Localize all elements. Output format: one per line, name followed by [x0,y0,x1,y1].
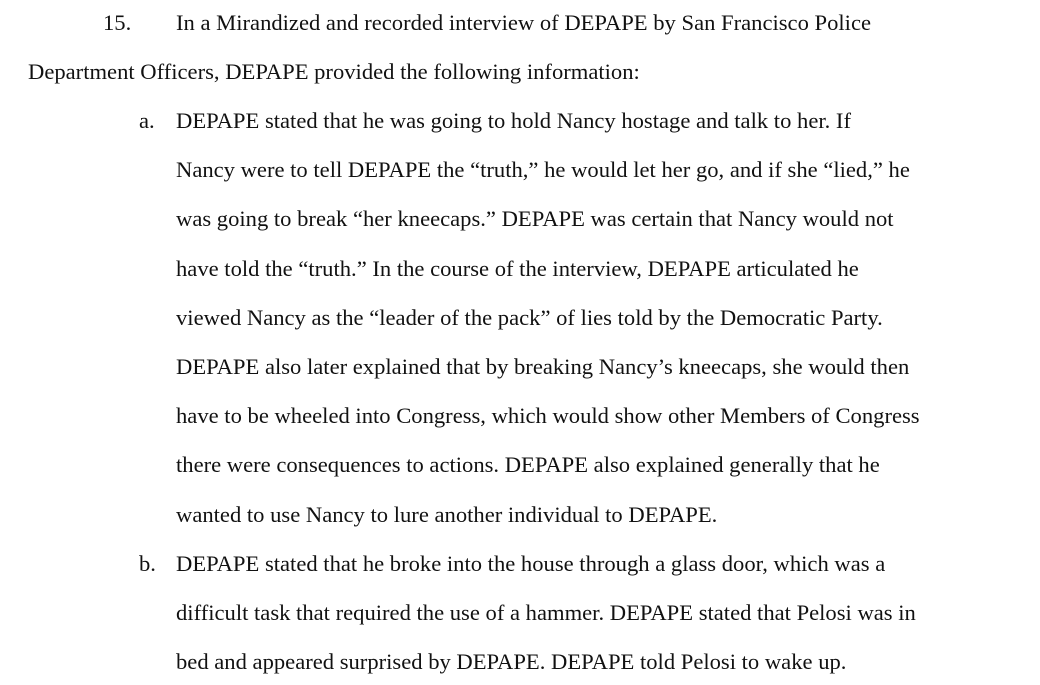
item-b-line: DEPAPE stated that he broke into the house through a glass door, which was a [176,551,886,576]
item-b-line: bed and appeared surprised by DEPAPE. DEPAPE told Pelosi to wake up. [176,649,847,674]
item-a-line: DEPAPE also later explained that by breaking Nancy’s kneecaps, she would then [176,354,910,379]
list-marker-a: a. [139,108,155,133]
list-marker-b: b. [139,551,156,576]
item-a-line: viewed Nancy as the “leader of the pack” of lies told by the Democratic Party. [176,305,883,330]
item-a-line: DEPAPE stated that he was going to hold Nancy hostage and talk to her. If [176,108,851,133]
item-a-line: Nancy were to tell DEPAPE the “truth,” he would let her go, and if she “lied,” he [176,157,910,182]
item-a-line: have to be wheeled into Congress, which would show other Members of Congress [176,403,920,428]
item-a-line: have told the “truth.” In the course of the interview, DEPAPE articulated he [176,256,859,281]
paragraph-line: Department Officers, DEPAPE provided the following information: [28,59,640,84]
paragraph-number: 15. [103,10,132,35]
item-a-line: there were consequences to actions. DEPAPE also explained generally that he [176,452,880,477]
item-a-line: was going to break “her kneecaps.” DEPAPE was certain that Nancy would not [176,206,894,231]
paragraph-line: In a Mirandized and recorded interview of DEPAPE by San Francisco Police [176,10,871,35]
item-a-line: wanted to use Nancy to lure another individual to DEPAPE. [176,502,718,527]
item-b-line: difficult task that required the use of a hammer. DEPAPE stated that Pelosi was in [176,600,916,625]
